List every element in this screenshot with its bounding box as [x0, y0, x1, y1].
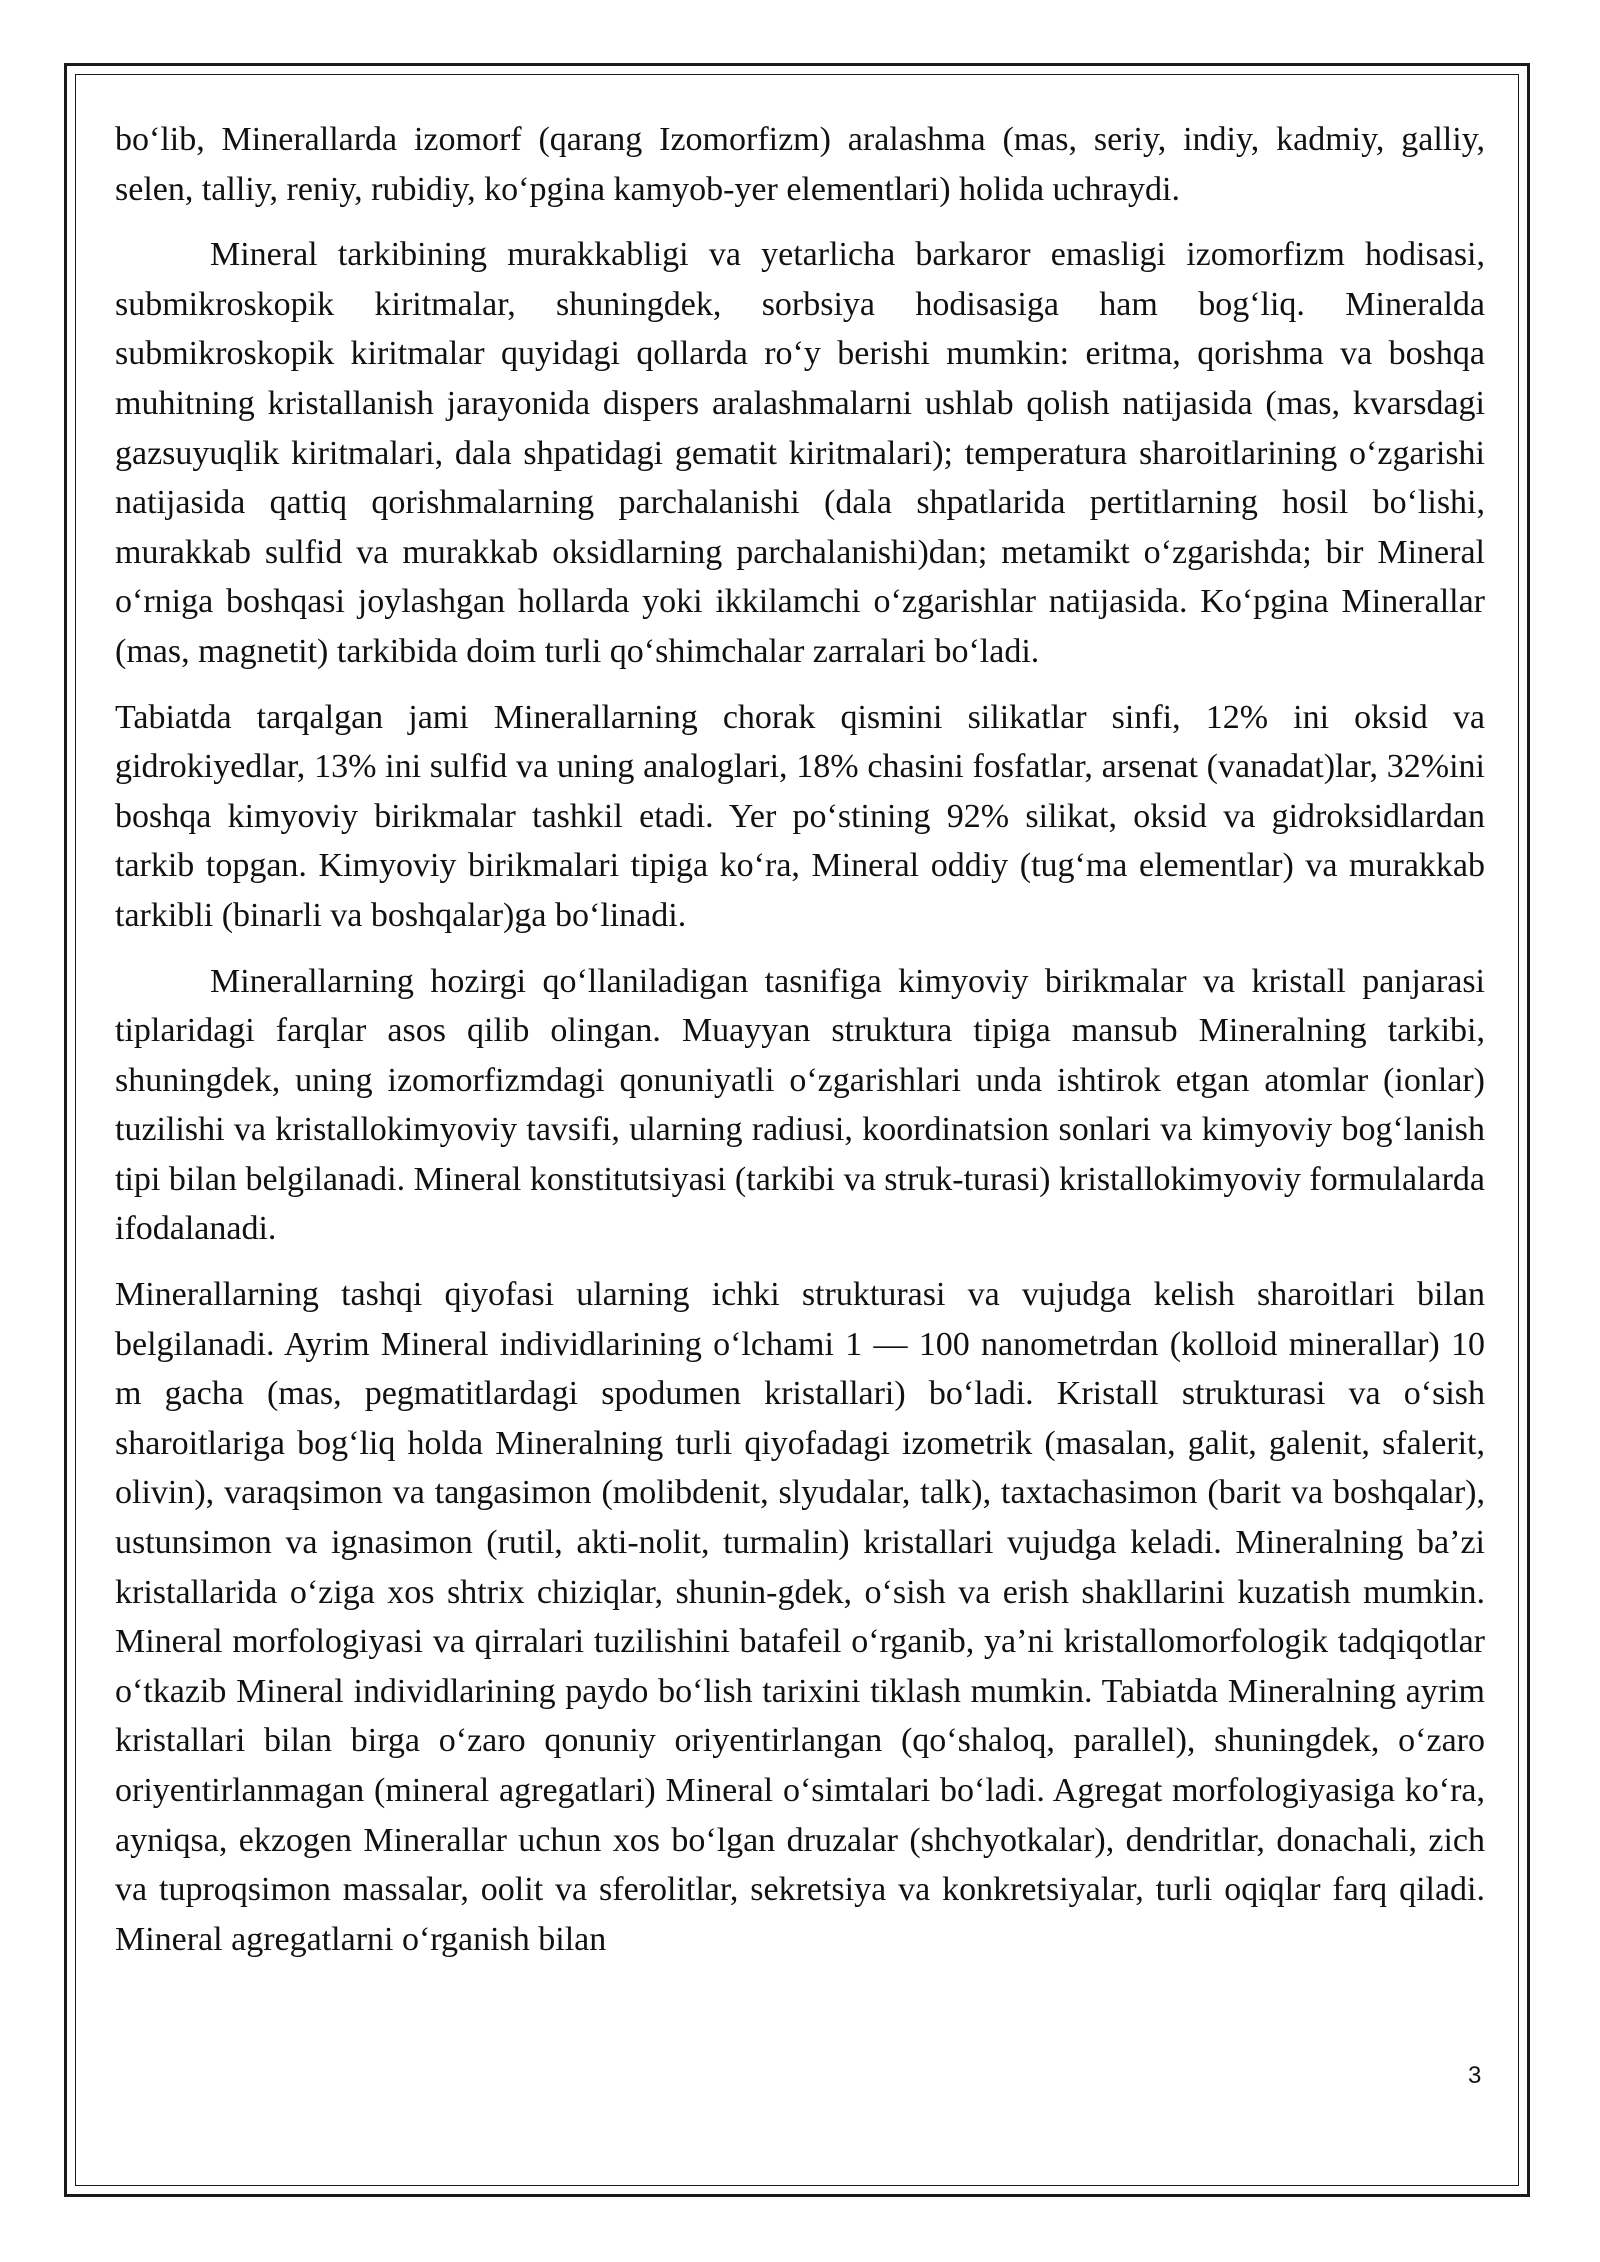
paragraph-5: Minerallarning tashqi qiyofasi ularning ichki strukturasi va vujudga kelish sharoitlari bilan belgilanadi. Ayrim Mineral individlarining o‘lchami 1 — 100 nanometrdan (kolloid minerallar) 10 m gacha (mas, pegmatitlardagi spodumen kristallari) bo‘ladi. Kristall strukturasi va o‘sish sharoitlariga bog‘liq holda Mineralning turli qiyofadagi izometrik (masalan, galit, galenit, sfalerit, olivin), varaqsimon va tangasimon (molibdenit, slyudalar, talk), taxtachasimon (barit va boshqalar), ustunsimon va ignasimon (rutil, akti-nolit, turmalin) kristallari vujudga keladi. Mineralning ba’zi kristallarida o‘ziga xos shtrix chiziqlar, shunin-gdek, o‘sish va erish shakllarini kuzatish mumkin. Mineral morfologiyasi va qirralari tuzilishini batafeil o‘rganib, ya’ni kristallomorfologik tadqiqotlar o‘tkazib Mineral individlarining paydo bo‘lish tarixini tiklash mumkin. Tabiatda Mineralning ayrim kristallari bilan birga o‘zaro qonuniy oriyentirlangan (qo‘shaloq, parallel), shuningdek, o‘zaro oriyentirlanmagan (mineral agregatlari) Mineral o‘simtalari bo‘ladi. Agregat morfologiyasiga ko‘ra, ayniqsa, ekzogen Minerallar uchun xos bo‘lgan druzalar (shchyotkalar), dendritlar, donachali, zich va tuproqsimon massalar, oolit va sferolitlar, sekretsiya va konkretsiyalar, turli oqiqlar farq qiladi. Mineral agregatlarni o‘rganish bilan — [115, 1276, 1485, 1958]
document-body — [115, 115, 1485, 1980]
paragraph-4: Minerallarning hozirgi qo‘llaniladigan tasnifiga kimyoviy birikmalar va kristall panjarasi tiplaridagi farqlar asos qilib olingan. Muayyan struktura tipiga mansub Mineralning tarkibi, shuningdek, uning izomorfizmdagi qonuniyatli o‘zgarishlari unda ishtirok etgan atomlar (ionlar) tuzilishi va kristallokimyoviy tavsifi, ularning radiusi, koordinatsion sonlari va kimyoviy bog‘lanish tipi bilan belgilanadi. Mineral konstitutsiyasi (tarkibi va struk-turasi) kristallokimyoviy formulalarda ifodalanadi. — [115, 962, 1485, 1248]
paragraph-1: bo‘lib, Minerallarda izomorf (qarang Izomorfizm) aralashma (mas, seriy, indiy, kadmiy, galliy, selen, talliy, reniy, rubidiy, ko‘pgina kamyob-yer elementlari) holida uchraydi. — [115, 121, 1485, 208]
page-number: 3 — [1468, 2062, 1482, 2089]
paragraph-3: Tabiatda tarqalgan jami Minerallarning chorak qismini silikatlar sinfi, 12% ini oksid va gidrokiyedlar, 13% ini sulfid va uning analoglari, 18% chasini fosfatlar, arsenat (vanadat)lar, 32%ini boshqa kimyoviy birikmalar tashkil etadi. Yer po‘stining 92% silikat, oksid va gidroksidlardan tarkib topgan. Kimyoviy birikmalari tipiga ko‘ra, Mineral oddiy (tug‘ma elementlar) va murakkab tarkibli (binarli va boshqalar)ga bo‘linadi. — [115, 698, 1485, 934]
paragraph-2: Mineral tarkibining murakkabligi va yetarlicha barkaror emasligi izomorfizm hodisasi, submikroskopik kiritmalar, shuningdek, sorbsiya hodisasiga ham bog‘liq. Mineralda submikroskopik kiritmalar quyidagi qollarda ro‘y berishi mumkin: eritma, qorishma va boshqa muhitning kristallanish jarayonida dispers aralashmalarni ushlab qolish natijasida (mas, kvarsdagi gazsuyuqlik kiritmalari, dala shpatidagi gematit kiritmalari); temperatura sharoitlarining o‘zgarishi natijasida qattiq qorishmalarning parchalanishi (dala shpatlarida pertitlarning hosil bo‘lishi, murakkab sulfid va murakkab oksidlarning parchalanishi)dan; metamikt o‘zgarishda; bir Mineral o‘rniga boshqasi joylashgan hollarda yoki ikkilamchi o‘zgarishlar natijasida. Ko‘pgina Minerallar (mas, magnetit) tarkibida doim turli qo‘shimchalar zarralari bo‘ladi. — [115, 236, 1485, 670]
